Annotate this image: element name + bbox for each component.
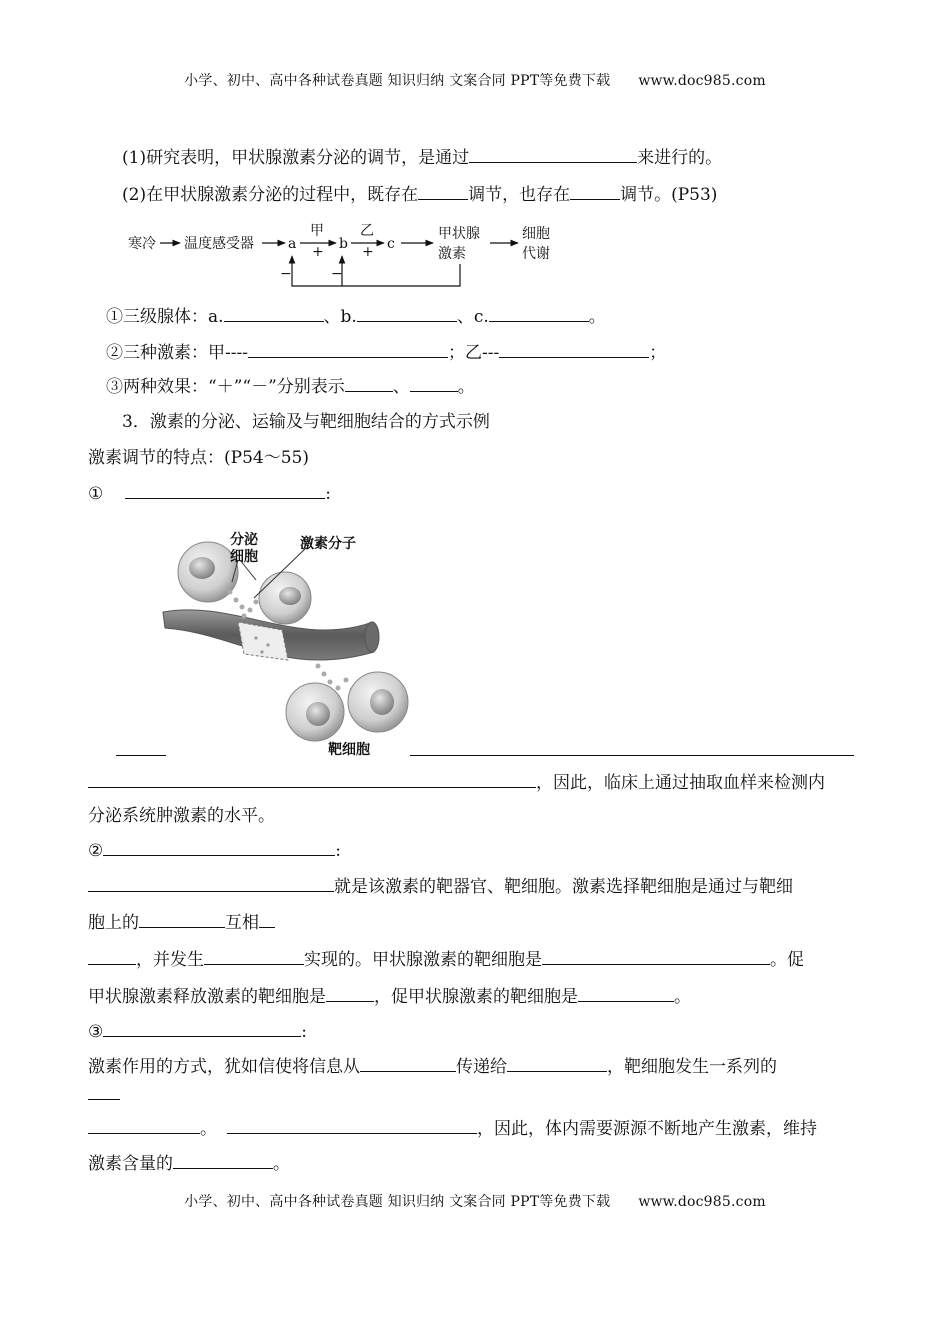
f3-text-a1: 激素作用的方式，犹如信使将信息从 xyxy=(88,1057,360,1077)
effects-sep: 、 xyxy=(392,377,410,397)
blank[interactable] xyxy=(357,305,457,322)
blank[interactable] xyxy=(499,341,649,358)
feature-3-line-a xyxy=(88,1055,777,1078)
feature-3-line-b xyxy=(88,1117,817,1140)
gland-line xyxy=(106,305,606,328)
f2-text-c1: ，并发生 xyxy=(136,950,204,970)
figure-side-blank-right xyxy=(410,739,854,762)
blank[interactable] xyxy=(103,1020,301,1037)
feature-2 xyxy=(88,839,341,862)
secreting-nucleus-1 xyxy=(189,557,215,579)
blank[interactable] xyxy=(116,739,166,756)
question-1 xyxy=(122,146,722,169)
feature-1-num: ① xyxy=(88,484,104,504)
effects-line xyxy=(106,375,475,398)
blank[interactable] xyxy=(410,375,458,392)
q2-mid: 调节，也存在 xyxy=(468,185,571,205)
flow-cold: 寒冷 xyxy=(128,236,156,252)
blank[interactable] xyxy=(578,985,674,1002)
f2-text-d1: 甲状腺激素释放激素的靶细胞是 xyxy=(88,987,326,1007)
f3-text-b2: ，因此，体内需要源源不断地产生激素，维持 xyxy=(477,1119,817,1139)
q1-prefix: (1)研究表明，甲状腺激素分泌的调节，是通过 xyxy=(122,148,470,168)
q1-suffix: 来进行的。 xyxy=(637,148,723,168)
label-secreting-line1: 分泌 xyxy=(230,532,258,548)
blank[interactable] xyxy=(173,1152,273,1169)
flow-a: a xyxy=(288,236,297,252)
q2-suffix: 调节。(P53) xyxy=(620,185,718,205)
gland-end: 。 xyxy=(588,307,606,327)
feature-2-num: ② xyxy=(88,841,104,861)
flow-thyroid-line2: 激素 xyxy=(438,246,466,262)
flow-minus-1: − xyxy=(280,266,292,282)
target-nucleus-2 xyxy=(370,689,394,715)
blank[interactable] xyxy=(88,771,536,788)
gland-label: ①三级腺体：a. xyxy=(106,307,224,327)
blank[interactable] xyxy=(345,375,393,392)
blank[interactable] xyxy=(410,739,854,756)
f3-text-a2: 传递给 xyxy=(456,1057,507,1077)
hormones-label: ②三种激素：甲---- xyxy=(106,343,248,363)
flow-minus-2: − xyxy=(331,266,343,282)
flow-plus-2: + xyxy=(362,244,374,260)
feature-1-tail: ，因此，临床上通过抽取血样来检测内 xyxy=(536,773,825,793)
secreting-nucleus-2 xyxy=(279,587,301,605)
hormones-yi: ；乙--- xyxy=(447,343,500,363)
blank[interactable] xyxy=(259,911,275,928)
blank[interactable] xyxy=(88,1083,120,1100)
header-text: 小学、初中、高中各种试卷真题 知识归纳 文案合同 PPT等免费下载 xyxy=(184,73,611,89)
footer-url[interactable]: www.doc985.com xyxy=(638,1194,766,1210)
feature-2-line-a xyxy=(88,875,793,898)
feature-3-line-a-cont xyxy=(88,1083,120,1106)
blank[interactable] xyxy=(224,305,324,322)
flow-cell-line1: 细胞 xyxy=(522,226,550,242)
flow-plus-1: + xyxy=(312,244,324,260)
blank[interactable] xyxy=(469,146,637,163)
figure-side-blank-left xyxy=(116,739,166,762)
flow-cell-line2: 代谢 xyxy=(522,246,550,262)
f3-text-a3: ，靶细胞发生一系列的 xyxy=(607,1057,777,1077)
feature-2-colon: : xyxy=(335,841,341,861)
blank[interactable] xyxy=(88,948,136,965)
question-2 xyxy=(122,183,717,206)
f2-text-a: 就是该激素的靶器官、靶细胞。激素选择靶细胞是通过与靶细 xyxy=(334,877,793,897)
blank[interactable] xyxy=(507,1055,607,1072)
f3-text-c2: 。 xyxy=(273,1154,290,1174)
blank[interactable] xyxy=(360,1055,456,1072)
flow-c: c xyxy=(387,236,395,252)
blank[interactable] xyxy=(227,1117,477,1134)
target-nucleus-1 xyxy=(306,702,330,726)
feature-1-line xyxy=(88,771,825,794)
feature-1 xyxy=(88,482,331,505)
blank[interactable] xyxy=(418,183,468,200)
label-target-cell: 靶细胞 xyxy=(328,742,370,758)
hormone-molecules-top xyxy=(228,590,259,619)
blank[interactable] xyxy=(248,341,448,358)
effects-label: ③两种效果：“＋”“－”分别表示 xyxy=(106,377,345,397)
blank[interactable] xyxy=(88,875,334,892)
blank[interactable] xyxy=(103,839,335,856)
footer-text: 小学、初中、高中各种试卷真题 知识归纳 文案合同 PPT等免费下载 xyxy=(184,1194,611,1210)
f2-text-d3: 。 xyxy=(674,987,691,1007)
f2-text-b1: 胞上的 xyxy=(88,913,139,933)
f3-text-c1: 激素含量的 xyxy=(88,1154,173,1174)
blank[interactable] xyxy=(570,183,620,200)
page-header xyxy=(0,70,950,90)
flow-hormone-yi: 乙 xyxy=(360,223,374,239)
flow-hormone-jia: 甲 xyxy=(310,223,324,239)
label-secreting-line2: 细胞 xyxy=(230,549,258,565)
hormones-line xyxy=(106,341,666,364)
hormones-end: ； xyxy=(649,343,667,363)
gland-b: 、b. xyxy=(323,307,357,327)
f2-text-c3: 。促 xyxy=(770,950,804,970)
feature-3 xyxy=(88,1020,307,1043)
f3-text-b1: 。 xyxy=(200,1119,217,1139)
f2-text-d2: ，促甲状腺激素的靶细胞是 xyxy=(374,987,578,1007)
blank[interactable] xyxy=(88,1117,200,1134)
feature-2-line-c xyxy=(88,948,804,971)
page-footer xyxy=(0,1191,950,1211)
feature-3-line-c xyxy=(88,1152,290,1175)
feature-2-line-d xyxy=(88,985,691,1008)
f2-text-c2: 实现的。甲状腺激素的靶细胞是 xyxy=(304,950,542,970)
q2-prefix: (2)在甲状腺激素分泌的过程中，既存在 xyxy=(122,185,419,205)
hormone-transport-figure xyxy=(160,530,450,760)
blank[interactable] xyxy=(139,911,225,928)
header-url[interactable]: www.doc985.com xyxy=(638,73,766,89)
blank[interactable] xyxy=(489,305,589,322)
flow-b: b xyxy=(339,236,348,252)
features-title: 激素调节的特点：(P54～55) xyxy=(88,448,309,468)
blank[interactable] xyxy=(326,985,374,1002)
section-3-title: 3．激素的分泌、运输及与靶细胞结合的方式示例 xyxy=(122,412,490,432)
gland-c: 、c. xyxy=(456,307,489,327)
blank[interactable] xyxy=(125,482,325,499)
f2-text-b2: 互相 xyxy=(225,913,259,933)
feature-3-num: ③ xyxy=(88,1022,104,1042)
vessel-end xyxy=(365,622,379,652)
feature-1-line2: 分泌系统肿激素的水平。 xyxy=(88,806,275,826)
flow-sensor: 温度感受器 xyxy=(184,236,254,252)
blank[interactable] xyxy=(542,948,770,965)
regulation-flow-diagram xyxy=(120,218,580,296)
feature-3-colon: : xyxy=(301,1022,307,1042)
flow-thyroid-line1: 甲状腺 xyxy=(438,226,480,242)
effects-end: 。 xyxy=(457,377,475,397)
blank[interactable] xyxy=(204,948,304,965)
feature-2-line-b xyxy=(88,911,275,934)
feedback-line-to-a xyxy=(292,256,460,286)
label-hormone-molecule: 激素分子 xyxy=(300,536,356,552)
feature-1-colon: : xyxy=(325,484,331,504)
